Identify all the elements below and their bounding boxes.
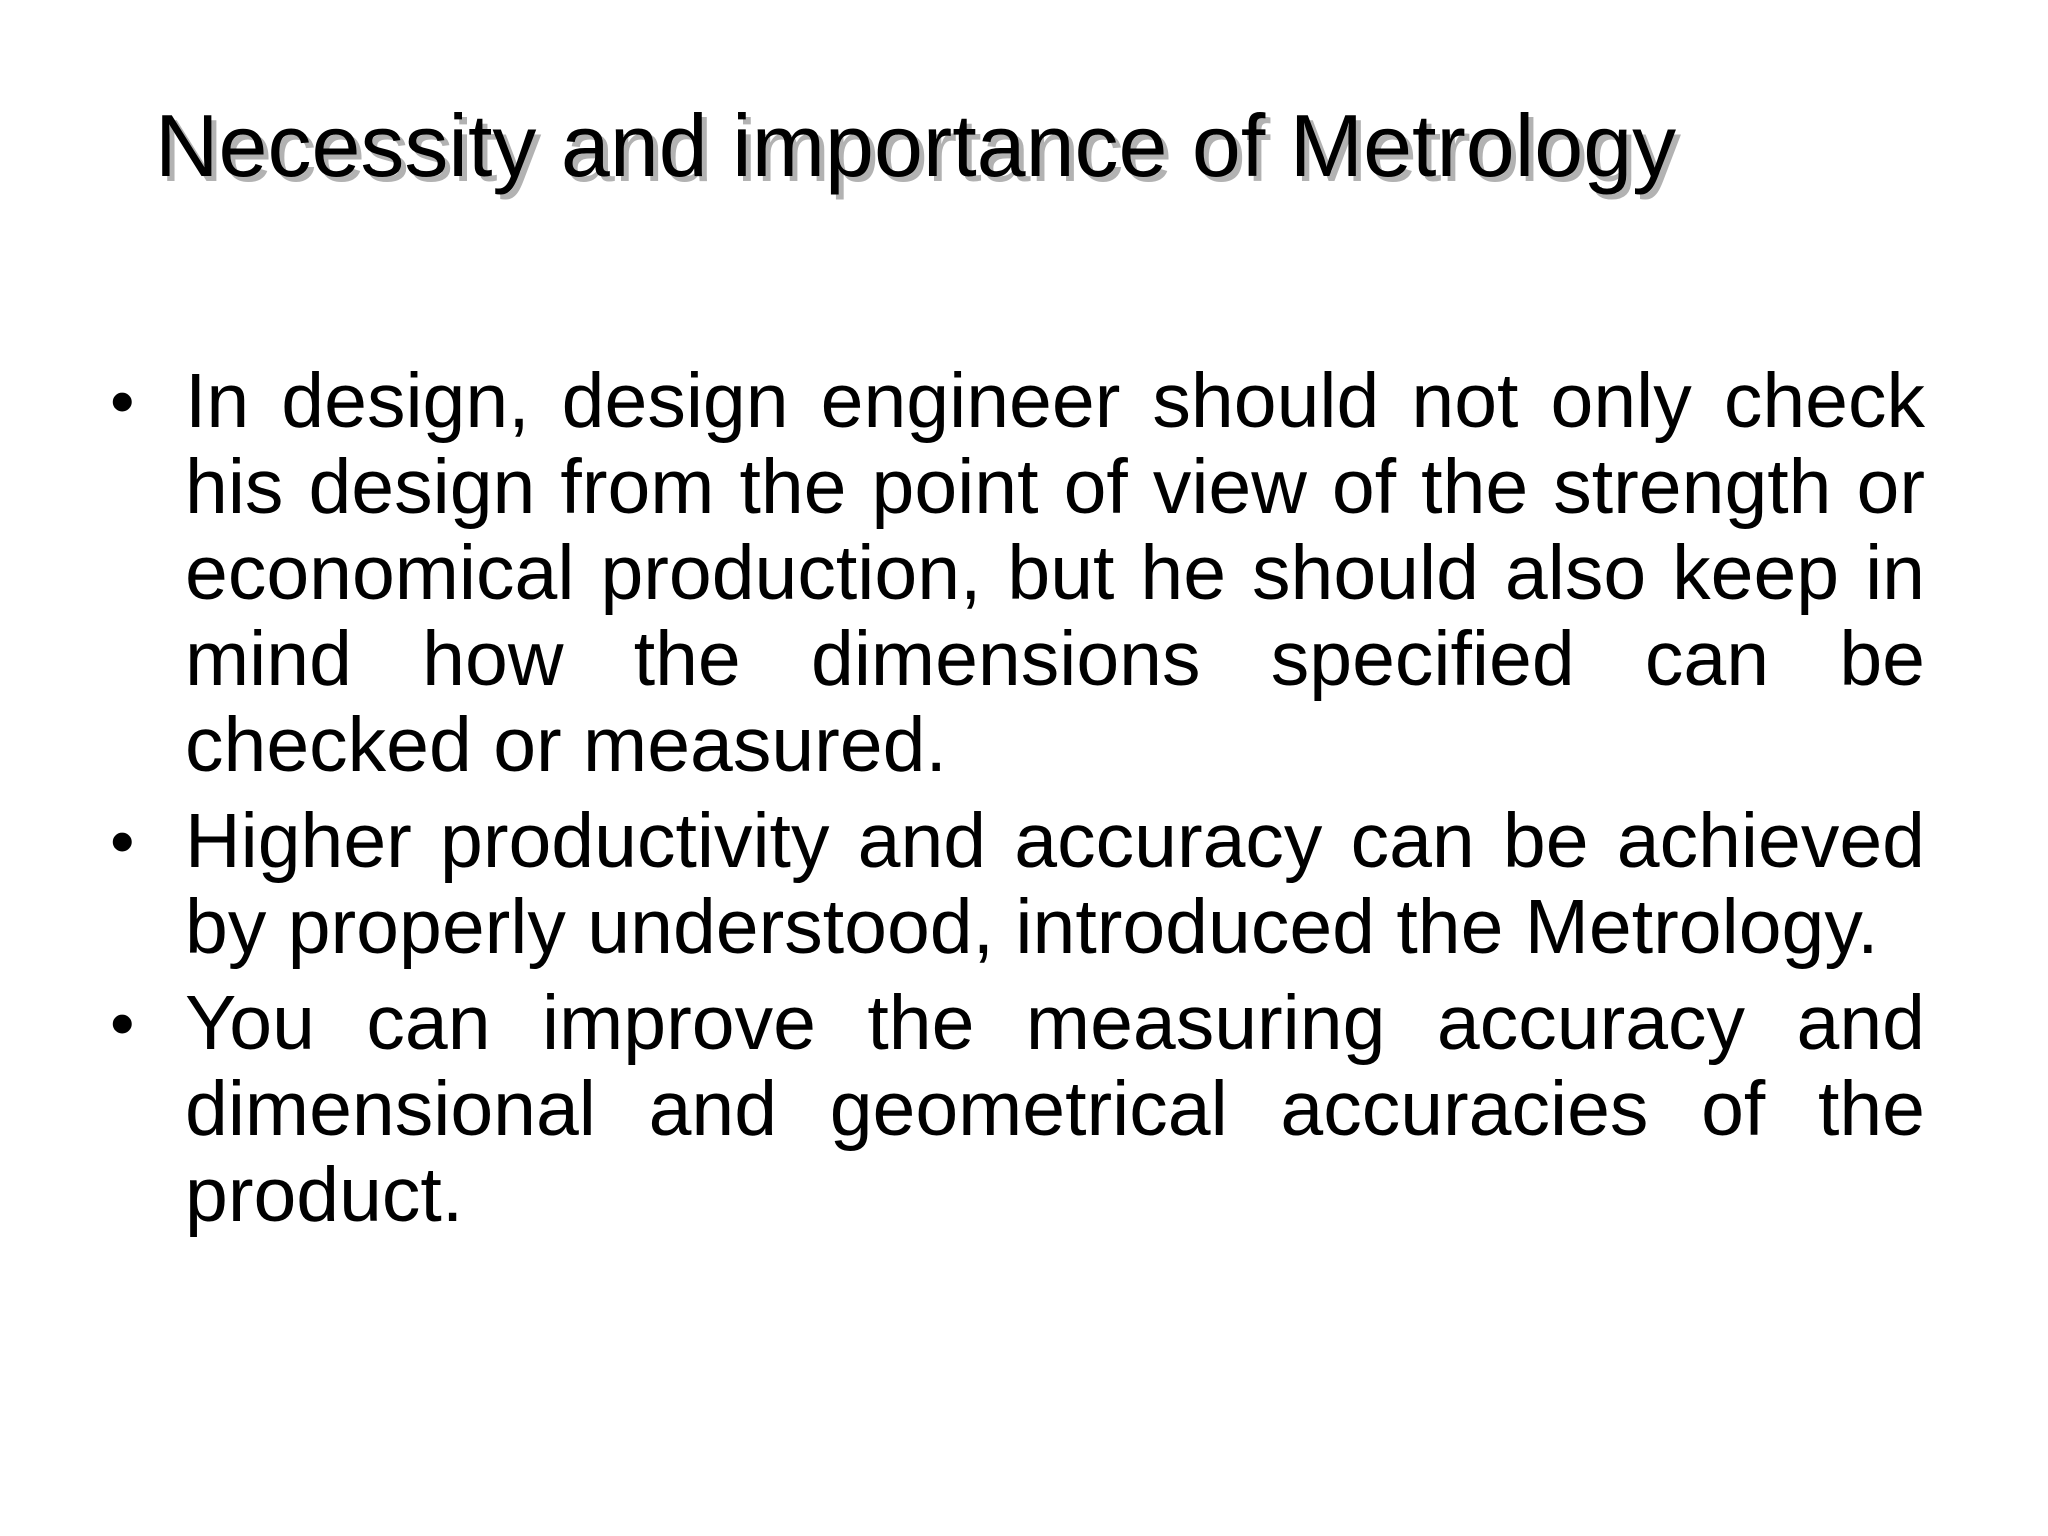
bullet-text: You can improve the measuring accuracy and dimensional and geometrical accuracies of the product. [185, 980, 1925, 1238]
slide-title: Necessity and importance of Metrology [155, 96, 1677, 195]
bullet-item [110, 358, 1925, 788]
bullet-dot-icon: • [110, 362, 135, 440]
bullet-text: In design, design engineer should not only check his design from the point of view of the strength or economical production, but he should also keep in mind how the dimensions specified can be checked or measured. [185, 358, 1925, 788]
bullet-text: Higher productivity and accuracy can be achieved by properly understood, introduced the Metrology. [185, 798, 1925, 970]
bullet-item [110, 798, 1925, 970]
bullet-dot-icon: • [110, 984, 135, 1062]
bullet-dot-icon: • [110, 802, 135, 880]
bullet-item [110, 980, 1925, 1238]
bullet-list [110, 358, 1925, 1248]
